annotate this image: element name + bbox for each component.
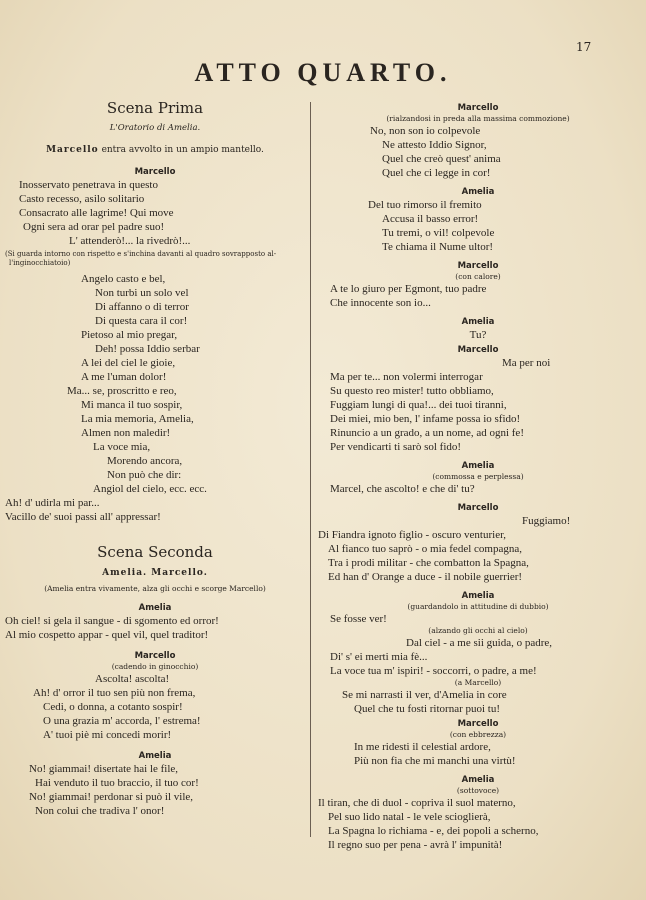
verse-line: Ma per te... non volermi interrogar xyxy=(330,371,483,383)
verse-line: Il regno suo per pena - avrà l' impunità! xyxy=(328,839,503,851)
verse-line: Marcel, che ascolto! e che di' tu? xyxy=(330,483,475,495)
verse-block xyxy=(330,636,638,678)
verse-line: Al fianco tuo saprò - o mia fedel compagna, xyxy=(328,543,522,555)
verse-line: La Spagna lo richiama - e, dei popoli a scherno, xyxy=(328,825,539,837)
stage-direction: (commossa e perplessa) xyxy=(432,472,524,481)
verse-block xyxy=(33,672,305,742)
verse-line: L' attenderò!... la rivedrò!... xyxy=(69,235,191,247)
verse-block xyxy=(330,282,638,310)
verse-line: Casto recesso, asilo solitario xyxy=(19,193,145,205)
verse-block xyxy=(19,178,305,248)
speaker: Amelia xyxy=(461,461,495,471)
scene-title: Scena Prima xyxy=(106,99,204,117)
verse-block xyxy=(29,762,305,818)
verse-block xyxy=(342,688,638,716)
verse-line: Deh! possa Iddio serbar xyxy=(95,343,200,355)
intro-text: entra avvolto in un ampio mantello. xyxy=(101,145,264,155)
left-column xyxy=(5,98,305,818)
stage-direction: (a Marcello) xyxy=(454,678,502,687)
verse-line: La voce mia, xyxy=(93,441,151,453)
verse-line: Che innocente son io... xyxy=(330,297,431,309)
verse-line: No, non son io colpevole xyxy=(370,125,481,137)
verse-line: Ne attesto Iddio Signor, xyxy=(382,139,487,151)
verse-block xyxy=(318,796,638,852)
speaker: Amelia xyxy=(461,775,495,785)
verse-line: Pietoso al mio pregar, xyxy=(81,329,178,341)
verse-line: Almen non maledir! xyxy=(81,427,171,439)
column-divider xyxy=(310,102,311,837)
scene-intro xyxy=(5,144,305,156)
verse-block xyxy=(318,514,638,584)
verse-line: Al mio cospetto appar - quel vil, quel traditor! xyxy=(5,629,209,641)
verse-line: A me l'uman dolor! xyxy=(81,371,167,383)
verse-line: No! giammai! perdonar si può il vile, xyxy=(29,791,194,803)
scene-setting: L'Oratorio di Amelia. xyxy=(109,123,201,133)
verse-line: Ogni sera ad orar pel padre suo! xyxy=(23,221,165,233)
verse-line: Di affanno o di terror xyxy=(95,301,189,313)
verse-line: Di Fiandra ignoto figlio - oscuro venturier, xyxy=(318,529,507,541)
verse-block xyxy=(330,356,638,454)
verse-block xyxy=(5,272,305,524)
verse-line: Fuggiam lungi di qua!... dei tuoi tiranni, xyxy=(330,399,507,411)
speaker: Amelia xyxy=(138,603,172,613)
verse-line: Dal ciel - a me sii guida, o padre, xyxy=(406,637,553,649)
verse-line: Angelo casto e bel, xyxy=(81,273,166,285)
speaker: Marcello xyxy=(134,167,176,177)
verse-line: O una grazia m' accorda, l' estrema! xyxy=(43,715,201,727)
intro-character: Marcello xyxy=(46,145,99,155)
verse-line: Te chiama il Nume ultor! xyxy=(382,241,494,253)
scene-title: Scena Seconda xyxy=(97,543,213,561)
verse-line: Hai venduto il tuo braccio, il tuo cor! xyxy=(35,777,199,789)
verse-line: Oh ciel! si gela il sangue - di sgomento ed orror! xyxy=(5,615,219,627)
speaker: Marcello xyxy=(457,503,499,513)
verse-line: Ah! d' udirla mi par... xyxy=(5,497,100,509)
verse-line: Morendo ancora, xyxy=(107,455,183,467)
verse-line: La mia memoria, Amelia, xyxy=(81,413,194,425)
speaker: Amelia xyxy=(138,751,172,761)
verse-line: Tu? xyxy=(469,329,487,341)
verse-line: Ah! d' orror il tuo sen più non frema, xyxy=(33,687,196,699)
stage-direction: (con ebbrezza) xyxy=(449,730,507,739)
verse-line: Se fosse ver! xyxy=(330,613,387,625)
verse-line: A te lo giuro per Egmont, tuo padre xyxy=(330,283,487,295)
verse-block xyxy=(368,198,638,254)
verse-line: Ascolta! ascolta! xyxy=(95,673,170,685)
verse-line: Per vendicarti ti sarò sol fido! xyxy=(330,441,462,453)
verse-line: Vacillo de' suoi passi all' appressar! xyxy=(5,511,161,523)
verse-line: A lei del ciel le gioie, xyxy=(81,357,176,369)
speaker: Marcello xyxy=(134,651,176,661)
verse-line: Di' s' ei merti mia fè... xyxy=(330,651,428,663)
verse-line: Tra i prodi militar - che combatton la Spagna, xyxy=(328,557,529,569)
speaker: Amelia xyxy=(461,317,495,327)
direction-line: l'inginocchiatoio) xyxy=(9,259,71,267)
stage-direction: (cadendo in ginocchio) xyxy=(111,662,199,671)
verse-block xyxy=(370,124,638,180)
speaker: Marcello xyxy=(457,261,499,271)
verse-line: Pel suo lido natal - le vele scioglierà, xyxy=(328,811,491,823)
speaker: Amelia xyxy=(461,187,495,197)
stage-direction: (Amelia entra vivamente, alza gli occhi e scorge Marcello) xyxy=(44,584,266,593)
verse-line: Ed han d' Orange a duce - il nobile guerrier! xyxy=(328,571,523,583)
verse-line: Il tiran, che di duol - copriva il suol materno, xyxy=(318,797,516,809)
verse-line: Non colui che tradiva l' onor! xyxy=(35,805,165,817)
scene-characters: Amelia. Marcello. xyxy=(102,568,208,578)
stage-direction: (sottovoce) xyxy=(456,786,500,795)
speaker: Marcello xyxy=(457,103,499,113)
verse-line: Accusa il basso error! xyxy=(382,213,479,225)
verse-line: Non può che dir: xyxy=(107,469,182,481)
verse-line: Quel che ci legge in cor! xyxy=(382,167,491,179)
speaker: Amelia xyxy=(461,591,495,601)
verse-line: Mi manca il tuo sospir, xyxy=(81,399,183,411)
direction-line: (Si guarda intorno con rispetto e s'inchina davanti al quadro sovrapposto al- xyxy=(5,250,277,258)
verse-line: Quel che creò quest' anima xyxy=(382,153,501,165)
verse-line: Inosservato penetrava in questo xyxy=(19,179,158,191)
page-number: 17 xyxy=(576,40,592,54)
speaker: Marcello xyxy=(457,345,499,355)
stage-direction: (alzando gli occhi al cielo) xyxy=(428,626,528,635)
verse-line: Ma... se, proscritto e reo, xyxy=(67,385,177,397)
verse-line: Tu tremi, o vil! colpevole xyxy=(382,227,495,239)
verse-line: In me ridesti il celestial ardore, xyxy=(354,741,491,753)
verse-line: Dei miei, mio ben, l' infame possa io sfido! xyxy=(330,413,521,425)
speaker: Marcello xyxy=(457,719,499,729)
stage-direction: (rialzandosi in preda alla massima commozione) xyxy=(386,114,570,123)
verse-line: Di questa cara il cor! xyxy=(95,315,188,327)
verse-line: No! giammai! disertate hai le file, xyxy=(29,763,179,775)
verse-line: Cedi, o donna, a cotanto sospir! xyxy=(43,701,183,713)
act-title: ATTO QUARTO. xyxy=(194,58,452,87)
verse-line: Ma per noi xyxy=(502,357,551,369)
right-column xyxy=(318,98,638,852)
stage-direction: (con calore) xyxy=(455,272,501,281)
verse-line: Non turbi un solo vel xyxy=(95,287,189,299)
verse-line: Più non fia che mi manchi una virtù! xyxy=(354,755,516,767)
verse-line: Su questo reo mister! tutto obbliamo, xyxy=(330,385,494,397)
stage-direction: (guardandolo in attitudine di dubbio) xyxy=(407,602,549,611)
verse-line: Rinuncio a un grado, a un nome, ad ogni fe! xyxy=(330,427,524,439)
verse-line: Fuggiamo! xyxy=(522,515,571,527)
verse-line: Angiol del cielo, ecc. ecc. xyxy=(93,483,207,495)
verse-line: Consacrato alle lagrime! Qui move xyxy=(19,207,174,219)
verse-line: Del tuo rimorso il fremito xyxy=(368,199,482,211)
verse-line: Quel che tu fosti ritornar puoi tu! xyxy=(354,703,501,715)
verse-line: Se mi narrasti il ver, d'Amelia in core xyxy=(342,689,507,701)
stage-direction xyxy=(5,250,305,268)
verse-line: A' tuoi piè mi concedi morir! xyxy=(43,729,172,741)
verse-line: La voce tua m' ispiri! - soccorri, o padre, a me! xyxy=(330,665,537,677)
verse-block xyxy=(354,740,638,768)
